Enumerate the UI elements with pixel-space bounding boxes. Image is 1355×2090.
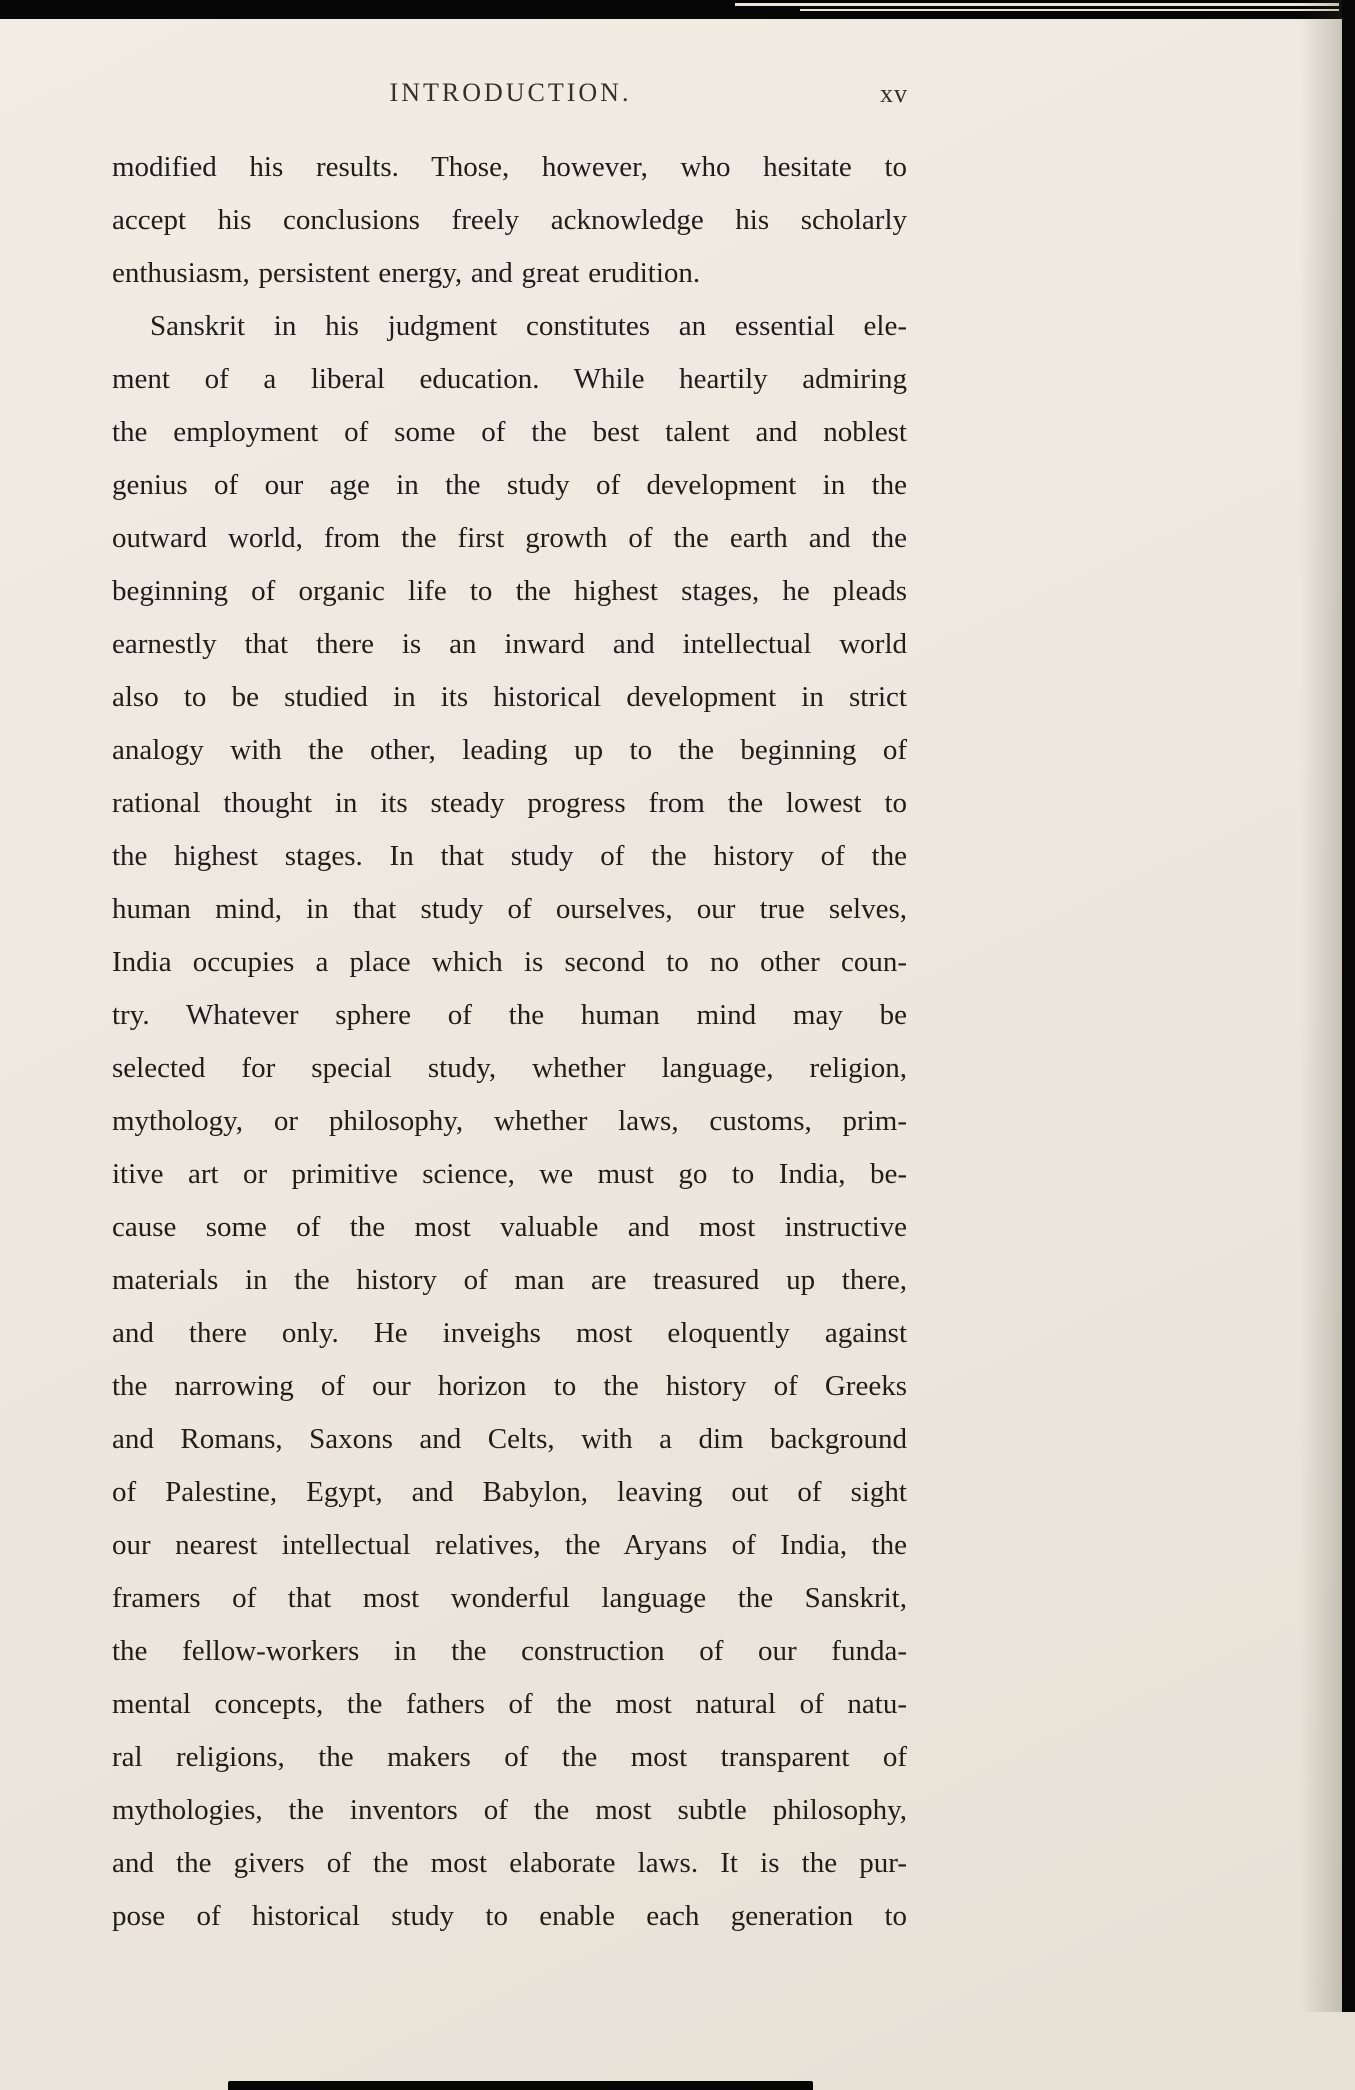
text-line: beginning of organic life to the highest stages, he pleads xyxy=(112,575,907,607)
text-line: pose of historical study to enable each generation to xyxy=(112,1900,907,1932)
text-line: our nearest intellectual relatives, the Aryans of India, the xyxy=(112,1529,907,1561)
text-line: the employment of some of the best talent and noblest xyxy=(112,416,907,448)
page-number: xv xyxy=(880,79,908,108)
text-line: India occupies a place which is second to no other coun- xyxy=(112,946,907,978)
text-line: and there only. He inveighs most eloquently against xyxy=(112,1317,907,1349)
text-line: outward world, from the first growth of the earth and the xyxy=(112,522,907,554)
text-line: mythologies, the inventors of the most subtle philosophy, xyxy=(112,1794,907,1826)
scan-gutter-shadow xyxy=(1300,0,1342,2012)
text-line: selected for special study, whether language, religion, xyxy=(112,1052,907,1084)
text-line: ment of a liberal education. While heartily admiring xyxy=(112,363,907,395)
text-line: rational thought in its steady progress from the lowest to xyxy=(112,787,907,819)
text-line: accept his conclusions freely acknowledge his scholarly xyxy=(112,204,907,236)
page-header xyxy=(113,78,908,114)
text-line: Sanskrit in his judgment constitutes an essential ele- xyxy=(150,310,907,342)
text-line: mythology, or philosophy, whether laws, customs, prim- xyxy=(112,1105,907,1137)
text-line: modified his results. Those, however, who hesitate to xyxy=(112,151,907,183)
text-line: cause some of the most valuable and most instructive xyxy=(112,1211,907,1243)
text-line: also to be studied in its historical development in strict xyxy=(112,681,907,713)
text-line: genius of our age in the study of development in the xyxy=(112,469,907,501)
scan-artifact-right-edge xyxy=(1342,0,1355,2012)
running-title: INTRODUCTION. xyxy=(389,78,632,107)
text-line: materials in the history of man are treasured up there, xyxy=(112,1264,907,1296)
text-line: and Romans, Saxons and Celts, with a dim background xyxy=(112,1423,907,1455)
text-line: the highest stages. In that study of the history of the xyxy=(112,840,907,872)
text-line: mental concepts, the fathers of the most natural of natu- xyxy=(112,1688,907,1720)
text-line: human mind, in that study of ourselves, our true selves, xyxy=(112,893,907,925)
body-text xyxy=(112,141,907,1943)
text-line: enthusiasm, persistent energy, and great erudition. xyxy=(112,257,701,289)
text-line: try. Whatever sphere of the human mind may be xyxy=(112,999,907,1031)
text-line: and the givers of the most elaborate laws. It is the pur- xyxy=(112,1847,907,1879)
text-line: itive art or primitive science, we must go to India, be- xyxy=(112,1158,907,1190)
text-line: earnestly that there is an inward and intellectual world xyxy=(112,628,907,660)
scan-page-edge-line xyxy=(800,9,1339,11)
text-line: of Palestine, Egypt, and Babylon, leaving out of sight xyxy=(112,1476,907,1508)
text-line: ral religions, the makers of the most transparent of xyxy=(112,1741,907,1773)
scan-artifact-top-edge xyxy=(0,0,1355,19)
scan-page-edge-line xyxy=(735,3,1339,6)
text-line: the narrowing of our horizon to the history of Greeks xyxy=(112,1370,907,1402)
text-line: analogy with the other, leading up to the beginning of xyxy=(112,734,907,766)
scan-artifact-bottom-edge xyxy=(228,2081,813,2090)
text-line: the fellow-workers in the construction of our funda- xyxy=(112,1635,907,1667)
text-line: framers of that most wonderful language the Sanskrit, xyxy=(112,1582,907,1614)
